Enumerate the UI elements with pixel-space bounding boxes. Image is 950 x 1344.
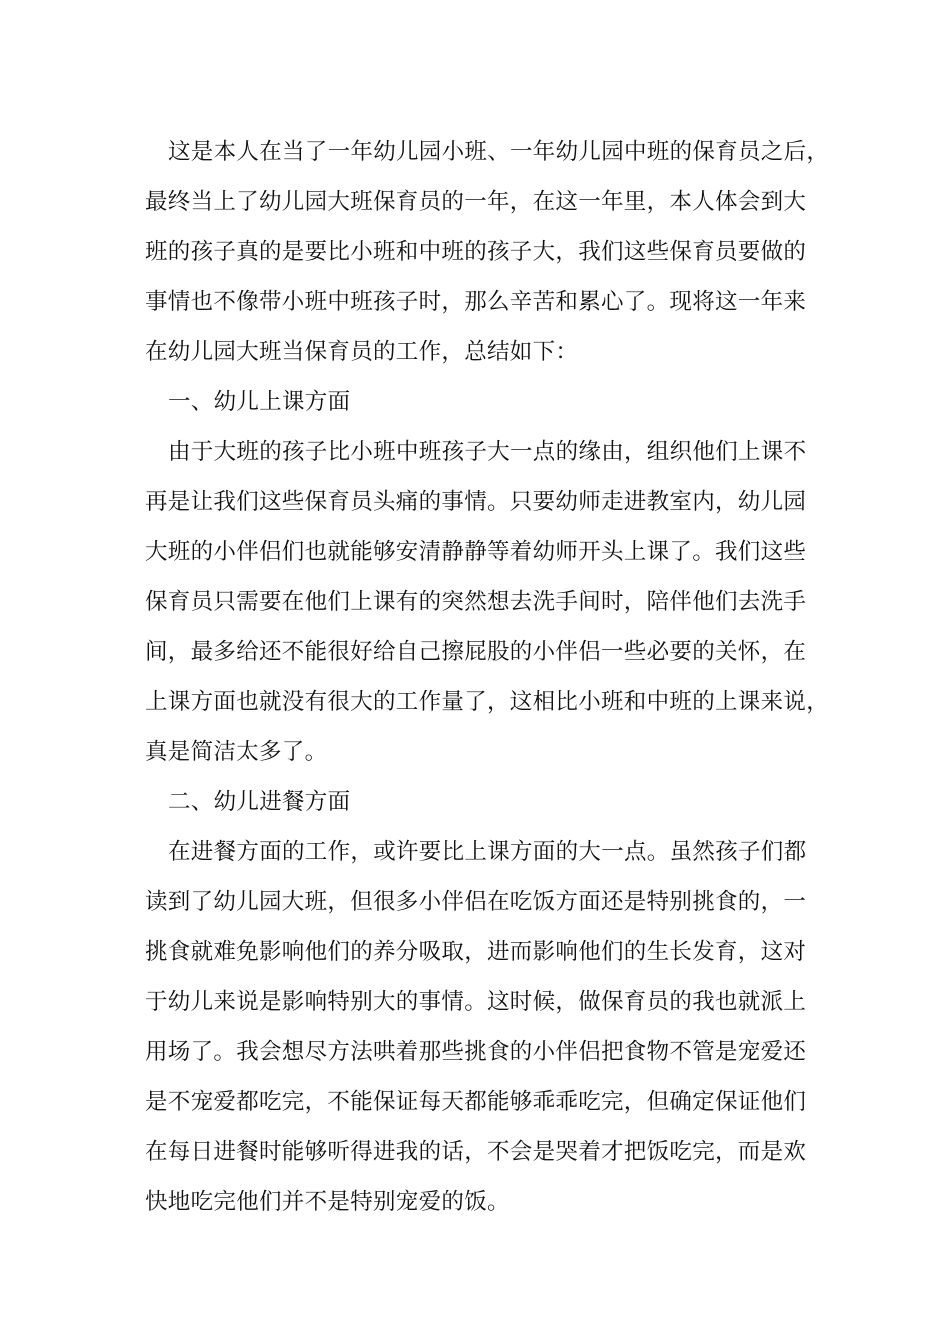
text-line: 间，最多给还不能很好给自己擦屁股的小伴侣一些必要的关怀，在: [145, 639, 807, 665]
heading-line: 二、幼儿进餐方面: [168, 789, 351, 815]
paragraph-class: [145, 427, 829, 777]
text-line: 快地吃完他们并不是特别宠爱的饭。: [145, 1189, 510, 1215]
text-line: 再是让我们这些保育员头痛的事情。只要幼师走进教室内，幼儿园: [145, 489, 807, 515]
text-line: 保育员只需要在他们上课有的突然想去洗手间时，陪伴他们去洗手: [145, 589, 807, 615]
text-line: 于幼儿来说是影响特别大的事情。这时候，做保育员的我也就派上: [145, 989, 807, 1015]
text-line: 在进餐方面的工作，或许要比上课方面的大一点。虽然孩子们都: [168, 839, 807, 865]
text-line: 用场了。我会想尽方法哄着那些挑食的小伴侣把食物不管是宠爱还: [145, 1039, 807, 1065]
section-heading-class: [145, 377, 829, 427]
text-line: 由于大班的孩子比小班中班孩子大一点的缘由，组织他们上课不: [168, 439, 807, 465]
heading-line: 一、幼儿上课方面: [168, 389, 351, 415]
text-line: 事情也不像带小班中班孩子时，那么辛苦和累心了。现将这一年来: [145, 289, 807, 315]
text-line: 上课方面也就没有很大的工作量了，这相比小班和中班的上课来说，: [145, 689, 830, 715]
text-line: 是不宠爱都吃完，不能保证每天都能够乖乖吃完，但确定保证他们: [145, 1089, 807, 1115]
text-line: 在幼儿园大班当保育员的工作，总结如下：: [145, 339, 579, 365]
text-line: 大班的小伴侣们也就能够安清静静等着幼师开头上课了。我们这些: [145, 539, 807, 565]
document-body: [145, 127, 829, 1227]
section-heading-meals: [145, 777, 829, 827]
paragraph-meals: [145, 827, 829, 1227]
text-line: 班的孩子真的是要比小班和中班的孩子大，我们这些保育员要做的: [145, 239, 807, 265]
text-line: 这是本人在当了一年幼儿园小班、一年幼儿园中班的保育员之后，: [168, 139, 830, 165]
text-line: 读到了幼儿园大班，但很多小伴侣在吃饭方面还是特别挑食的，一: [145, 889, 807, 915]
text-line: 在每日进餐时能够听得进我的话，不会是哭着才把饭吃完，而是欢: [145, 1139, 807, 1165]
text-line: 最终当上了幼儿园大班保育员的一年，在这一年里，本人体会到大: [145, 189, 807, 215]
paragraph-intro: [145, 127, 829, 377]
text-line: 挑食就难免影响他们的养分吸取，进而影响他们的生长发育，这对: [145, 939, 807, 965]
text-line: 真是简洁太多了。: [145, 739, 328, 765]
